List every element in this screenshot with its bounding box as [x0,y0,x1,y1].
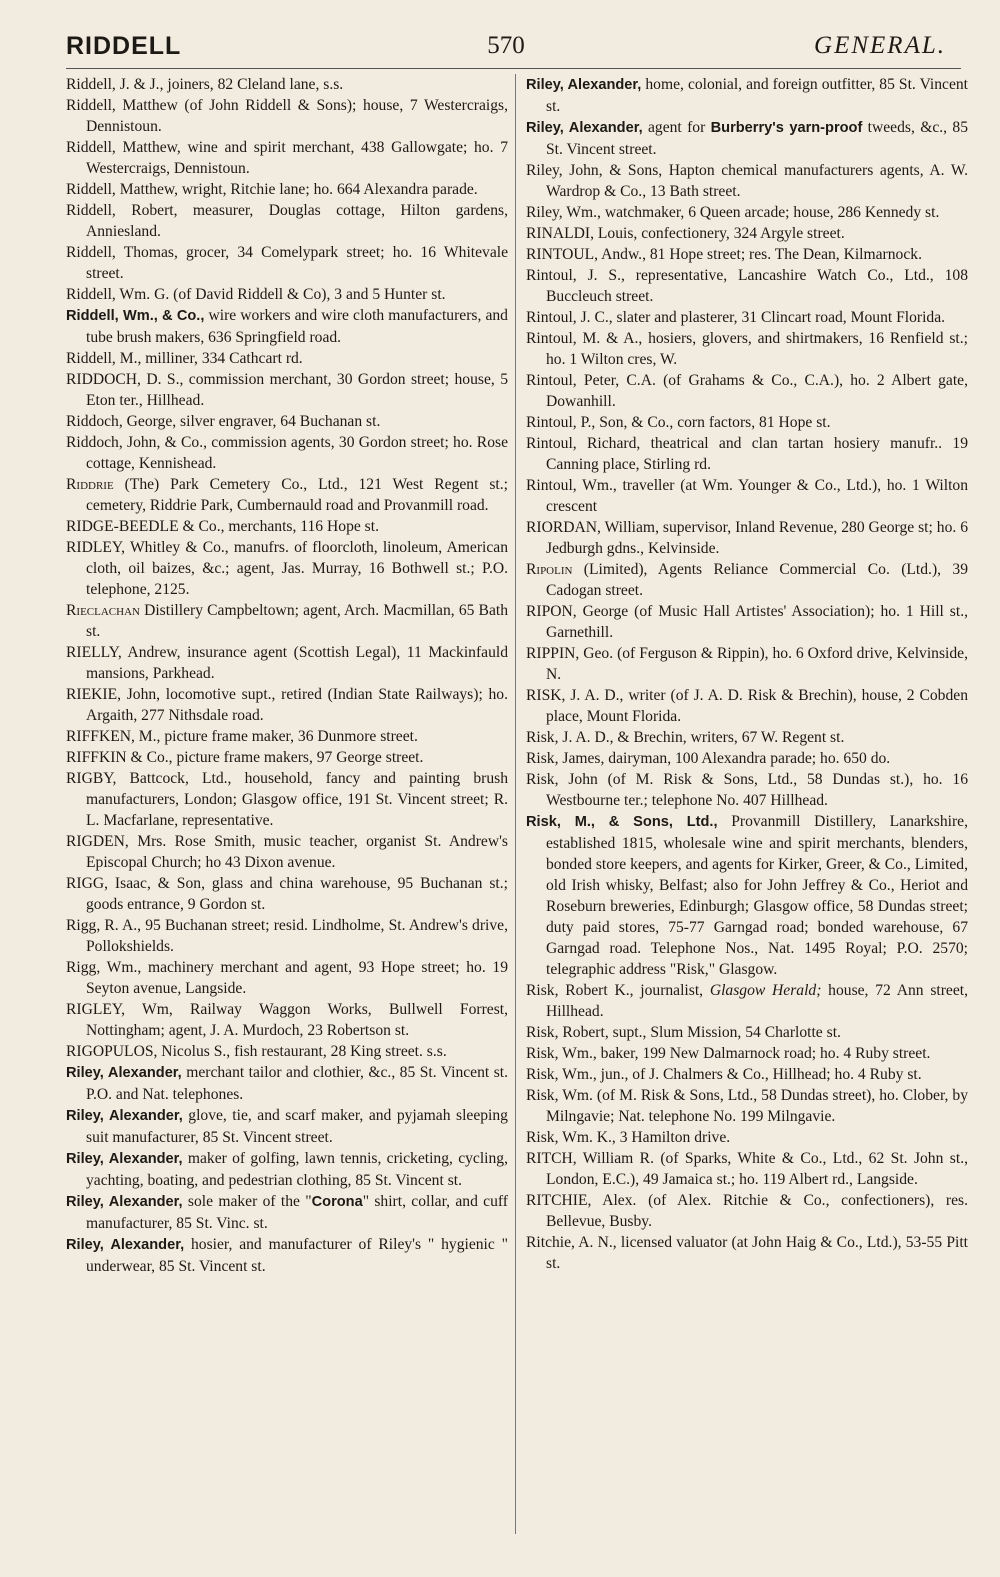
entry-text: Rigg, Wm., machinery merchant and agent, 93 Hope street; ho. 19 Seyton avenue, Langside. [66,959,508,997]
directory-entry [526,265,968,307]
entry-text: RIGLEY, Wm, Railway Waggon Works, Bullwell Forrest, Nottingham; agent, J. A. Murdoch, 23 Robertson st. [66,1001,508,1039]
directory-entry [526,328,968,370]
directory-entry [526,202,968,223]
entry-text: Rintoul, M. & A., hosiers, glovers, and shirtmakers, 16 Renfield st.; ho. 1 Wilton cres, W. [526,330,968,368]
entry-text: Distillery Campbeltown; agent, Arch. Macmillan, 65 Bath st. [86,602,508,640]
entry-text: RIFFKEN, M., picture frame maker, 36 Dunmore street. [66,728,418,745]
page-header [66,30,946,70]
entry-name-smallcaps: Rieclachan [66,602,140,619]
entry-text: Riddell, Matthew (of John Riddell & Sons); house, 7 Westercraigs, Dennistoun. [66,97,508,135]
entry-text: Riddell, M., milliner, 334 Cathcart rd. [66,350,303,367]
entry-text: Riddell, Thomas, grocer, 34 Comelypark street; ho. 16 Whitevale street. [66,244,508,282]
entry-text: wire workers and wire cloth manufacturers, and tube brush makers, 636 Springfield road. [86,307,508,346]
entry-text: RIDGE-BEEDLE & Co., merchants, 116 Hope st. [66,518,379,535]
entry-name-bold: Riley, Alexander, [66,1151,183,1167]
entry-text: sole maker of the " [182,1193,312,1210]
directory-entry [526,117,968,160]
entry-text: Risk, Wm., baker, 199 New Dalmarnock road; ho. 4 Ruby street. [526,1045,931,1062]
entry-text: Rintoul, Peter, C.A. (of Grahams & Co., C.A.), ho. 2 Albert gate, Dowanhill. [526,372,968,410]
entry-text: Rintoul, Richard, theatrical and clan tartan hosiery manufr.. 19 Canning place, Stirling rd. [526,435,968,473]
directory-entry [526,475,968,517]
directory-entry [66,242,508,284]
entry-text: RIGBY, Battcock, Ltd., household, fancy and painting brush manufacturers, London; Glasgow office, 191 St. Vincent street; R. L. Macfarlane, representative. [66,770,508,829]
entry-text: RISK, J. A. D., writer (of J. A. D. Risk & Brechin), house, 2 Cobden place, Mount Florida. [526,687,968,725]
directory-entry [526,1127,968,1148]
entry-text: Rintoul, P., Son, & Co., corn factors, 81 Hope st. [526,414,831,431]
entry-text: Risk, Wm. (of M. Risk & Sons, Ltd., 58 Dundas street), ho. Clober, by Milngavie; Nat. telephone No. 199 Milngavie. [526,1087,968,1125]
left-column [66,74,508,1277]
directory-entry [526,1232,968,1274]
directory-entry [66,305,508,348]
directory-entry [526,1022,968,1043]
directory-entry [526,160,968,202]
entry-text: RIORDAN, William, supervisor, Inland Revenue, 280 George st; ho. 6 Jedburgh gdns., Kelvinside. [526,519,968,557]
page-number: 570 [487,32,525,59]
directory-entry [66,600,508,642]
entry-text: Risk, Robert, supt., Slum Mission, 54 Charlotte st. [526,1024,841,1041]
directory-entry [66,915,508,957]
entry-name-bold: Riley, Alexander, [66,1108,183,1124]
entry-text: (The) Park Cemetery Co., Ltd., 121 West Regent st.; cemetery, Riddrie Park, Cumbernauld road and Provanmill road. [86,476,508,514]
entry-name-smallcaps: Riddrie [66,476,114,493]
directory-entry [526,433,968,475]
entry-name-bold: Riddell, Wm., & Co., [66,308,205,324]
directory-entry [526,223,968,244]
running-head: RIDDELL [66,32,182,60]
directory-entry [66,474,508,516]
entry-text: Rintoul, J. S., representative, Lancashire Watch Co., Ltd., 108 Buccleuch street. [526,267,968,305]
entry-text: RIDLEY, Whitley & Co., manufrs. of floorcloth, linoleum, American cloth, oil baizes, &c.; agent, Jas. Murray, 16 Bothwell st.; P.O. telephone, 2125. [66,539,508,598]
directory-entry [66,957,508,999]
entry-text: Ritchie, A. N., licensed valuator (at John Haig & Co., Ltd.), 53-55 Pitt st. [526,1234,968,1272]
entry-name-bold: Riley, Alexander, [66,1237,185,1253]
entry-name-smallcaps: Ripolin [526,561,573,578]
entry-text: Riley, John, & Sons, Hapton chemical manufacturers agents, A. W. Wardrop & Co., 13 Bath street. [526,162,968,200]
entry-text: Risk, John (of M. Risk & Sons, Ltd., 58 Dundas st.), ho. 16 Westbourne ter.; telephone No. 407 Hillhead. [526,771,968,809]
entry-text: RIDDOCH, D. S., commission merchant, 30 Gordon street; house, 5 Eton ter., Hillhead. [66,371,508,409]
entry-text: Riddoch, John, & Co., commission agents, 30 Gordon street; ho. Rose cottage, Kennishead. [66,434,508,472]
directory-entry [526,1085,968,1127]
entry-text: merchant tailor and clothier, &c., 85 St. Vincent st. P.O. and Nat. telephones. [86,1064,508,1103]
directory-entry [66,1062,508,1105]
entry-text: RIGG, Isaac, & Son, glass and china warehouse, 95 Buchanan st.; goods entrance, 9 Gordon st. [66,875,508,913]
directory-entry [526,244,968,265]
directory-entry [66,432,508,474]
directory-entry [66,642,508,684]
directory-entry [526,811,968,980]
directory-entry [66,200,508,242]
entry-text: RINALDI, Louis, confectionery, 324 Argyle street. [526,225,845,242]
entry-text: Risk, J. A. D., & Brechin, writers, 67 W. Regent st. [526,729,845,746]
directory-entry [66,1234,508,1277]
entry-text: Riddell, Matthew, wright, Ritchie lane; ho. 664 Alexandra parade. [66,181,478,198]
entry-name-bold: Riley, Alexander, [66,1065,182,1081]
directory-entry [66,137,508,179]
directory-entry [66,369,508,411]
directory-entry [66,747,508,768]
entry-text: Rintoul, J. C., slater and plasterer, 31 Clincart road, Mount Florida. [526,309,946,326]
directory-entry [526,1043,968,1064]
entry-name-bold: Riley, Alexander, [66,1194,183,1210]
entry-text: agent for [642,119,711,136]
directory-entry [66,1041,508,1062]
entry-text: Riley, Wm., watchmaker, 6 Queen arcade; house, 286 Kennedy st. [526,204,940,221]
entry-text: RITCHIE, Alex. (of Alex. Ritchie & Co., confectioners), res. Bellevue, Busby. [526,1192,968,1230]
directory-entry [526,370,968,412]
directory-entry [66,873,508,915]
entry-bold-inline: Corona [311,1194,363,1210]
directory-entry [66,999,508,1041]
column-divider [515,74,516,1534]
entry-text: home, colonial, and foreign outfitter, 85 St. Vincent st. [546,76,968,115]
directory-entry [526,980,968,1022]
directory-entry [526,601,968,643]
directory-entry [66,1148,508,1191]
entry-text: RIGDEN, Mrs. Rose Smith, music teacher, organist St. Andrew's Episcopal Church; ho 43 Dixon avenue. [66,833,508,871]
entry-bold-inline: Burberry's yarn-proof [710,120,863,136]
directory-entry [526,412,968,433]
entry-text: RIEKIE, John, locomotive supt., retired (Indian State Railways); ho. Argaith, 277 Nithsdale road. [66,686,508,724]
entry-text: Riddell, Matthew, wine and spirit merchant, 438 Gallowgate; ho. 7 Westercraigs, Dennistoun. [66,139,508,177]
directory-entry [66,348,508,369]
directory-entry [526,1148,968,1190]
directory-entry [66,831,508,873]
entry-text: RIFFKIN & Co., picture frame makers, 97 George street. [66,749,424,766]
section-title: GENERAL. [814,32,946,59]
directory-entry [526,74,968,117]
directory-entry [526,1190,968,1232]
entry-text-cont: tweeds, &c., 85 St. Vincent street. [546,119,969,158]
entry-text: hosier, and manufacturer of Riley's " hygienic " underwear, 85 St. Vincent st. [86,1236,509,1275]
entry-name-bold: Risk, M., & Sons, Ltd., [526,814,718,830]
entry-text: Risk, Robert K., journalist, [526,982,710,999]
directory-entry [526,748,968,769]
entry-text: maker of golfing, lawn tennis, cricketing, cycling, yachting, boating, and pedestrian clothing, 85 St. Vincent st. [86,1150,508,1189]
directory-entry [66,537,508,600]
entry-text-cont: house, 72 Ann street, Hillhead. [546,982,968,1020]
directory-entry [526,727,968,748]
directory-entry [66,684,508,726]
directory-entry [66,284,508,305]
entry-text: Riddell, J. & J., joiners, 82 Cleland lane, s.s. [66,76,344,93]
right-column [526,74,968,1274]
entry-text: (Limited), Agents Reliance Commercial Co. (Ltd.), 39 Cadogan street. [546,561,968,599]
entry-text: Risk, Wm., jun., of J. Chalmers & Co., Hillhead; ho. 4 Ruby st. [526,1066,922,1083]
directory-entry [66,179,508,200]
entry-text: RIELLY, Andrew, insurance agent (Scottish Legal), 11 Mackinfauld mansions, Parkhead. [66,644,508,682]
directory-entry [66,95,508,137]
directory-entry [66,1105,508,1148]
entry-text: Riddell, Robert, measurer, Douglas cottage, Hilton gardens, Anniesland. [66,202,508,240]
directory-entry [66,1191,508,1234]
directory-entry [526,1064,968,1085]
entry-text: RITCH, William R. (of Sparks, White & Co., Ltd., 62 St. John st., London, E.C.), 49 Jamaica st.; ho. 119 Albert rd., Langside. [526,1150,968,1188]
entry-text: Risk, James, dairyman, 100 Alexandra parade; ho. 650 do. [526,750,891,767]
directory-entry [66,74,508,95]
entry-text: Riddell, Wm. G. (of David Riddell & Co), 3 and 5 Hunter st. [66,286,446,303]
entry-text: glove, tie, and scarf maker, and pyjamah sleeping suit manufacturer, 85 St. Vincent street. [86,1107,508,1146]
entry-italic: Glasgow Herald; [709,982,822,999]
entry-text-cont: " shirt, collar, and cuff manufacturer, 85 St. Vinc. st. [86,1193,508,1232]
entry-text: Risk, Wm. K., 3 Hamilton drive. [526,1129,731,1146]
entry-text: RINTOUL, Andw., 81 Hope street; res. The Dean, Kilmarnock. [526,246,922,263]
directory-entry [526,685,968,727]
entry-name-bold: Riley, Alexander, [526,77,642,93]
directory-entry [526,559,968,601]
entry-text: RIGOPULOS, Nicolus S., fish restaurant, 28 King street. s.s. [66,1043,447,1060]
entry-text: RIPPIN, Geo. (of Ferguson & Rippin), ho. 6 Oxford drive, Kelvinside, N. [526,645,968,683]
directory-entry [66,768,508,831]
directory-entry [526,769,968,811]
entry-text: Rigg, R. A., 95 Buchanan street; resid. Lindholme, St. Andrew's drive, Pollokshields. [66,917,508,955]
entry-text: Riddoch, George, silver engraver, 64 Buchanan st. [66,413,381,430]
entry-name-bold: Riley, Alexander, [526,120,643,136]
header-rule [66,68,961,69]
directory-entry [526,307,968,328]
directory-entry [66,411,508,432]
entry-text: Provanmill Distillery, Lanarkshire, established 1815, wholesale wine and spirit merchants, blenders, bonded store keepers, and agents for Kirker, Greer, & Co., Limited, old Irish whisky, Belfast; also for John Jeffrey & Co., Heriot and Roseburn breweries, Edinburgh; Glasgow office, 58 Dundas street; duty paid stores, 75-77 Garngad road; bonded warehouse, 67 Garngad road. Telephone Nos., Nat. 1495 Royal; P.O. 2570; telegraphic address "Risk," Glasgow. [546,813,969,978]
directory-entry [526,643,968,685]
directory-entry [66,726,508,747]
entry-text: Rintoul, Wm., traveller (at Wm. Younger & Co., Ltd.), ho. 1 Wilton crescent [526,477,968,515]
directory-entry [526,517,968,559]
directory-entry [66,516,508,537]
entry-text: RIPON, George (of Music Hall Artistes' Association); ho. 1 Hill st., Garnethill. [526,603,968,641]
